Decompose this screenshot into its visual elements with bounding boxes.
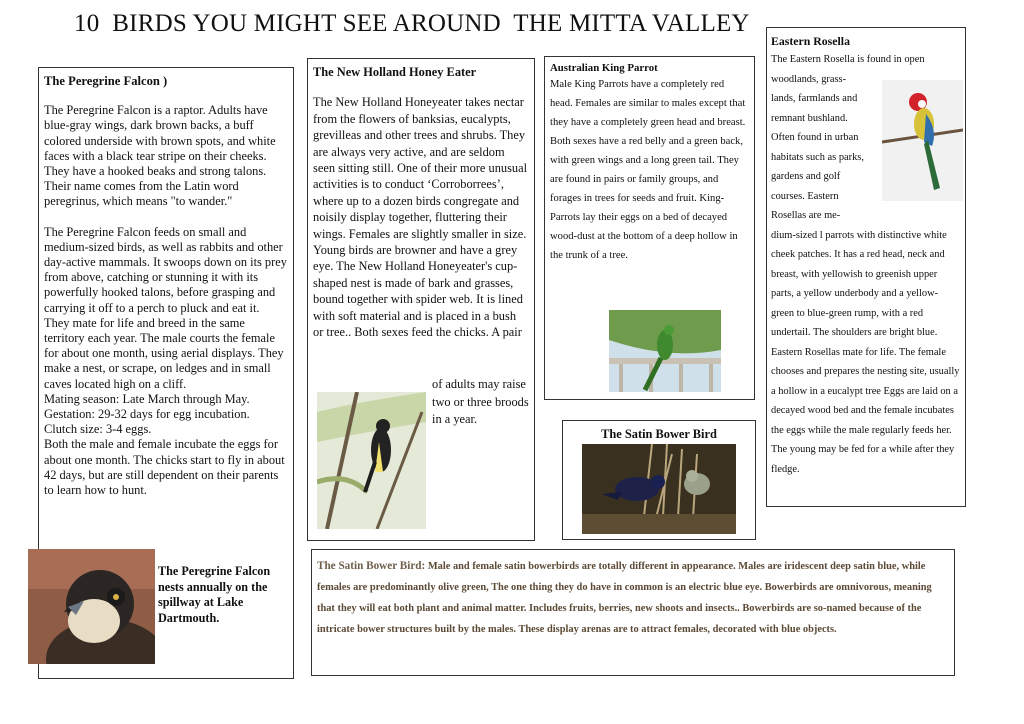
rosella-heading: Eastern Rosella xyxy=(771,34,850,48)
peregrine-falcon-photo xyxy=(28,549,155,664)
peregrine-caption: The Peregrine Falcon nests annually on the spillway at Lake Dartmouth. xyxy=(158,564,271,625)
king-parrot-body: Male King Parrots have a completely red head. Females are similar to males except that they have a completely green head and breast. Both sexes have a red belly and a green back, with green wings and a long green tail. They are found in pairs or family groups, and forages in trees for seeds and fruit. King-Parrots lay their eggs on a bed of decayed wood-dust at the bottom of a deep hollow in the trunk of a tree. xyxy=(550,79,746,261)
honeyeater-tail-text: of adults may raise two or three broods in a year. xyxy=(432,377,529,426)
page-title: 10 BIRDS YOU MIGHT SEE AROUND THE MITTA VALLEY xyxy=(74,10,750,37)
peregrine-clutch-size: Clutch size: 3-4 eggs. xyxy=(44,422,152,437)
bower-body: Male and female satin bowerbirds are totally different in appearance. Males are iridescent deep satin blue, while females are predominantly olive green, The one thing they do have in common is an electric blue eye. Bowerbirds are omnivorous, meaning that they will eat both plant and animal matter. Includes fruits, berries, new shoots and insects.. Bowerbirds are so-named because of the intricate bower structures built by the males. These display arenas are to attract females, decorated with blue objects. xyxy=(317,561,932,635)
rosella-intro-line-9: Rosellas are me- xyxy=(771,210,841,221)
rosella-intro-line-3: lands, farmlands and xyxy=(771,93,858,104)
rosella-intro-line-8: courses. Eastern xyxy=(771,190,839,202)
peregrine-mating-season: Mating season: Late March through May. xyxy=(44,391,250,406)
peregrine-paragraph-feeding: The Peregrine Falcon feeds on small and medium-sized birds, as well as rabbits and other day-active mammals. It swoops down on its prey from above, catching or stunning it with its powerfully hooked talons, before grasping and carrying it off to a perch to pluck and eat it. xyxy=(44,224,287,315)
peregrine-paragraph-description: The Peregrine Falcon is a raptor. Adults have blue-gray wings, dark brown backs, a buff colored underside with brown spots, and white faces with a black tear stripe on their cheeks. They have a hooked beaks and strong talons. Their name comes from the Latin word peregrinus, which means "to wander." xyxy=(44,103,276,209)
peregrine-paragraph-breeding: They mate for life and breed in the same territory each year. The male courts the female for about one month, using aerial displays. They make a nest, or scrape, on ledges and in small caves located high on a cliff. xyxy=(44,315,284,391)
rosella-body: dium-sized l parrots with distinctive white cheek patches. It has a red head, neck and breast, with yellowish to greenish upper parts, a yellow underbody and a yellow-green to blue-green rump, with a red undertail. The shoulders are bright blue. Eastern Rosellas mate for life. The female chooses and prepares the nesting site, usually a hollow in a eucalypt tree Eggs are laid on a decayed wood bed and the female incubates the eggs while the male regularly feeds her. The young may be fed for a while after they fledge. xyxy=(771,229,960,475)
bower-heading: The Satin Bower Bird xyxy=(601,427,717,441)
peregrine-gestation: Gestation: 29-32 days for egg incubation. xyxy=(44,407,250,422)
king-parrot-photo xyxy=(609,310,721,392)
honeyeater-photo xyxy=(317,392,426,529)
rosella-intro-line-6: habitats such as parks, xyxy=(771,151,864,163)
satin-bower-bird-text-box xyxy=(311,549,955,676)
rosella-intro-line-2: woodlands, grass- xyxy=(771,73,847,85)
bower-lead: The Satin Bower Bird: xyxy=(317,560,426,572)
honeyeater-body: The New Holland Honeyeater takes nectar from the flowers of banksias, eucalypts, grevilleas and other trees and shrubs. They are always very active, and are seldom seen sitting still. One of their more unusual activities is to conduct ‘Corroborrees’, where up to a dozen birds congregate and noisily display together, fluttering their wings. Females are slightly smaller in size. Young birds are browner and have a grey eye. The New Holland Honeyeater's cup-shaped nest is made of bark and grasses, bound together with spider web. It is lined with soft material and is placed in a bush or tree.. Both sexes feed the chicks. A pair xyxy=(313,95,528,340)
peregrine-paragraph-chicks: Both the male and female incubate the eggs for about one month. The chicks start to fly in about 42 days, but are still dependent on their parents to learn how to hunt. xyxy=(44,437,285,498)
eastern-rosella-photo xyxy=(882,80,963,201)
peregrine-heading: The Peregrine Falcon ) xyxy=(44,74,168,88)
rosella-intro-line-1: The Eastern Rosella is found in open xyxy=(771,54,925,65)
rosella-intro-line-7: gardens and golf xyxy=(771,171,841,182)
satin-bower-bird-photo xyxy=(582,444,736,534)
king-parrot-heading: Australian King Parrot xyxy=(550,62,658,74)
rosella-intro-line-4: remnant bushland. xyxy=(771,112,848,124)
honeyeater-heading: The New Holland Honey Eater xyxy=(313,65,477,79)
rosella-intro-line-5: Often found in urban xyxy=(771,132,859,143)
